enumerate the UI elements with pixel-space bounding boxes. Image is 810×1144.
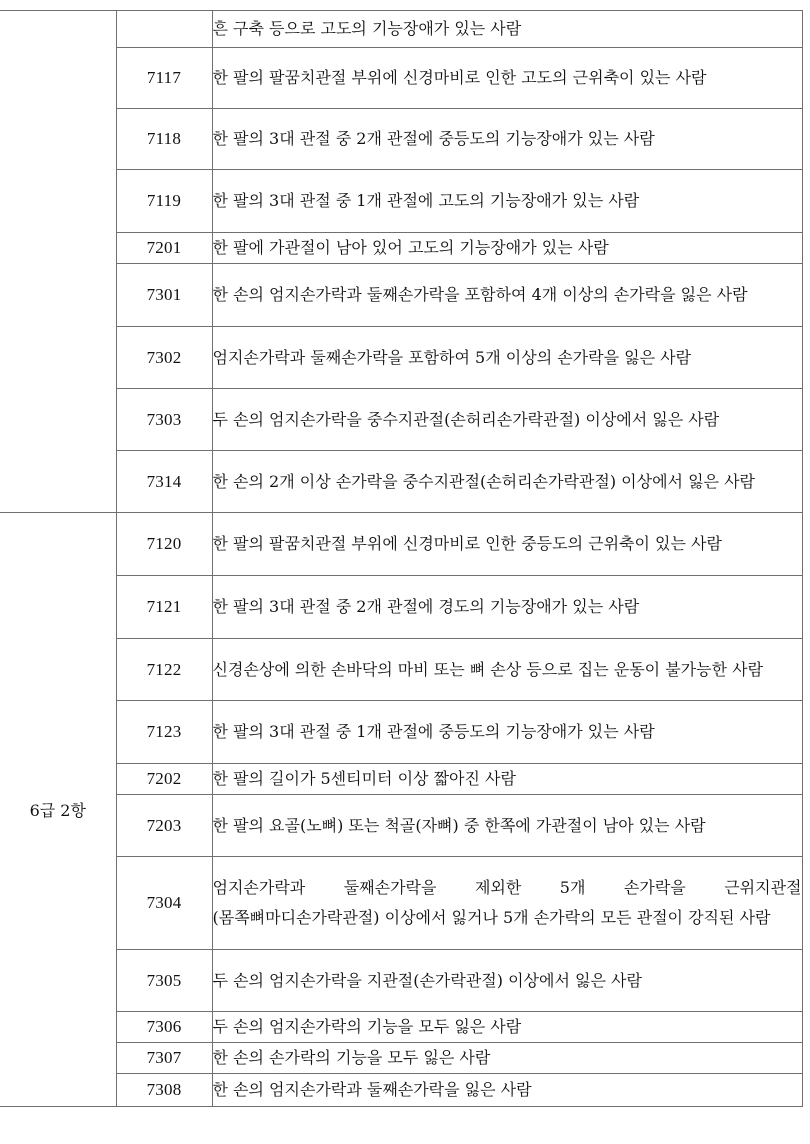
description-text: 한 팔의 3대 관절 중 2개 관절에 경도의 기능장애가 있는 사람 [212,597,640,616]
description-text: 엄지손가락과 둘째손가락을 제외한 5개 손가락을 근위지관절(몸쪽뼈마디손가락관절) 이상에서 잃거나 5개 손가락의 모든 관절이 강직된 사람 [212,878,802,927]
description-text: 두 손의 엄지손가락을 중수지관절(손허리손가락관절) 이상에서 잃은 사람 [212,409,720,429]
description-cell [212,857,802,950]
code-cell: 7203 [116,795,212,857]
description-cell [212,576,802,639]
description-cell [212,11,802,48]
description-text: 엄지손가락과 둘째손가락을 포함하여 5개 이상의 손가락을 잃은 사람 [212,347,692,367]
table-row [0,795,802,857]
grade-cell [0,11,116,513]
table-row [0,451,802,513]
description-cell [212,1012,802,1043]
code-cell: 7306 [116,1012,212,1043]
description-text: 흔 구축 등으로 고도의 기능장애가 있는 사람 [212,19,522,38]
disability-grade-table [0,10,803,1107]
code-cell: 7119 [116,170,212,233]
description-text: 한 팔의 팔꿈치관절 부위에 신경마비로 인한 중등도의 근위축이 있는 사람 [212,534,722,553]
table-row [0,109,802,170]
table-row [0,1012,802,1043]
code-cell: 7307 [116,1043,212,1074]
table-row [0,1074,802,1107]
table-row [0,389,802,451]
description-text: 신경손상에 의한 손바닥의 마비 또는 뼈 손상 등으로 집는 운동이 불가능한 사람 [212,659,764,679]
description-text: 한 팔에 가관절이 남아 있어 고도의 기능장애가 있는 사람 [212,238,609,257]
code-cell: 7121 [116,576,212,639]
table-row [0,639,802,701]
table-row [0,764,802,795]
table-row [0,48,802,109]
table-body [0,11,802,1107]
description-cell [212,264,802,327]
code-cell: 7117 [116,48,212,109]
description-cell [212,795,802,857]
description-text: 한 팔의 팔꿈치관절 부위에 신경마비로 인한 고도의 근위축이 있는 사람 [212,68,707,87]
description-cell [212,170,802,233]
description-text: 한 팔의 길이가 5센티미터 이상 짧아진 사람 [212,769,516,788]
description-text: 한 손의 엄지손가락과 둘째손가락을 포함하여 4개 이상의 손가락을 잃은 사람 [212,285,748,304]
table-row [0,701,802,764]
description-text: 한 손의 손가락의 기능을 모두 잃은 사람 [212,1048,491,1067]
description-text: 한 손의 엄지손가락과 둘째손가락을 잃은 사람 [212,1080,532,1099]
grade-cell: 6급 2항 [0,513,116,1107]
description-cell [212,109,802,170]
table-row [0,11,802,48]
description-cell [212,1074,802,1107]
code-cell: 7123 [116,701,212,764]
description-cell [212,233,802,264]
description-cell [212,639,802,701]
table-row [0,857,802,950]
code-cell: 7305 [116,950,212,1012]
description-cell [212,451,802,513]
description-cell [212,389,802,451]
code-cell: 7314 [116,451,212,513]
code-cell: 7302 [116,327,212,389]
table-row [0,264,802,327]
description-cell [212,513,802,576]
table-row [0,327,802,389]
table-row [0,170,802,233]
description-cell [212,764,802,795]
description-text: 한 팔의 3대 관절 중 2개 관절에 중등도의 기능장애가 있는 사람 [212,129,655,148]
table-row [0,1043,802,1074]
description-text: 한 팔의 요골(노뼈) 또는 척골(자뼈) 중 한쪽에 가관절이 남아 있는 사람 [212,815,706,835]
code-cell: 7201 [116,233,212,264]
table-row [0,576,802,639]
code-cell: 7202 [116,764,212,795]
description-text: 한 팔의 3대 관절 중 1개 관절에 고도의 기능장애가 있는 사람 [212,191,640,210]
code-cell [116,11,212,48]
code-cell: 7118 [116,109,212,170]
code-cell: 7122 [116,639,212,701]
code-cell: 7303 [116,389,212,451]
code-cell: 7308 [116,1074,212,1107]
description-cell [212,701,802,764]
description-cell [212,327,802,389]
table-row [0,513,802,576]
code-cell: 7120 [116,513,212,576]
description-cell [212,950,802,1012]
code-cell: 7304 [116,857,212,950]
description-text: 한 손의 2개 이상 손가락을 중수지관절(손허리손가락관절) 이상에서 잃은 사람 [212,471,755,491]
description-text: 한 팔의 3대 관절 중 1개 관절에 중등도의 기능장애가 있는 사람 [212,722,655,741]
table-row [0,233,802,264]
description-cell [212,1043,802,1074]
description-cell [212,48,802,109]
description-text: 두 손의 엄지손가락의 기능을 모두 잃은 사람 [212,1017,522,1036]
table-row [0,950,802,1012]
description-text: 두 손의 엄지손가락을 지관절(손가락관절) 이상에서 잃은 사람 [212,970,642,990]
code-cell: 7301 [116,264,212,327]
